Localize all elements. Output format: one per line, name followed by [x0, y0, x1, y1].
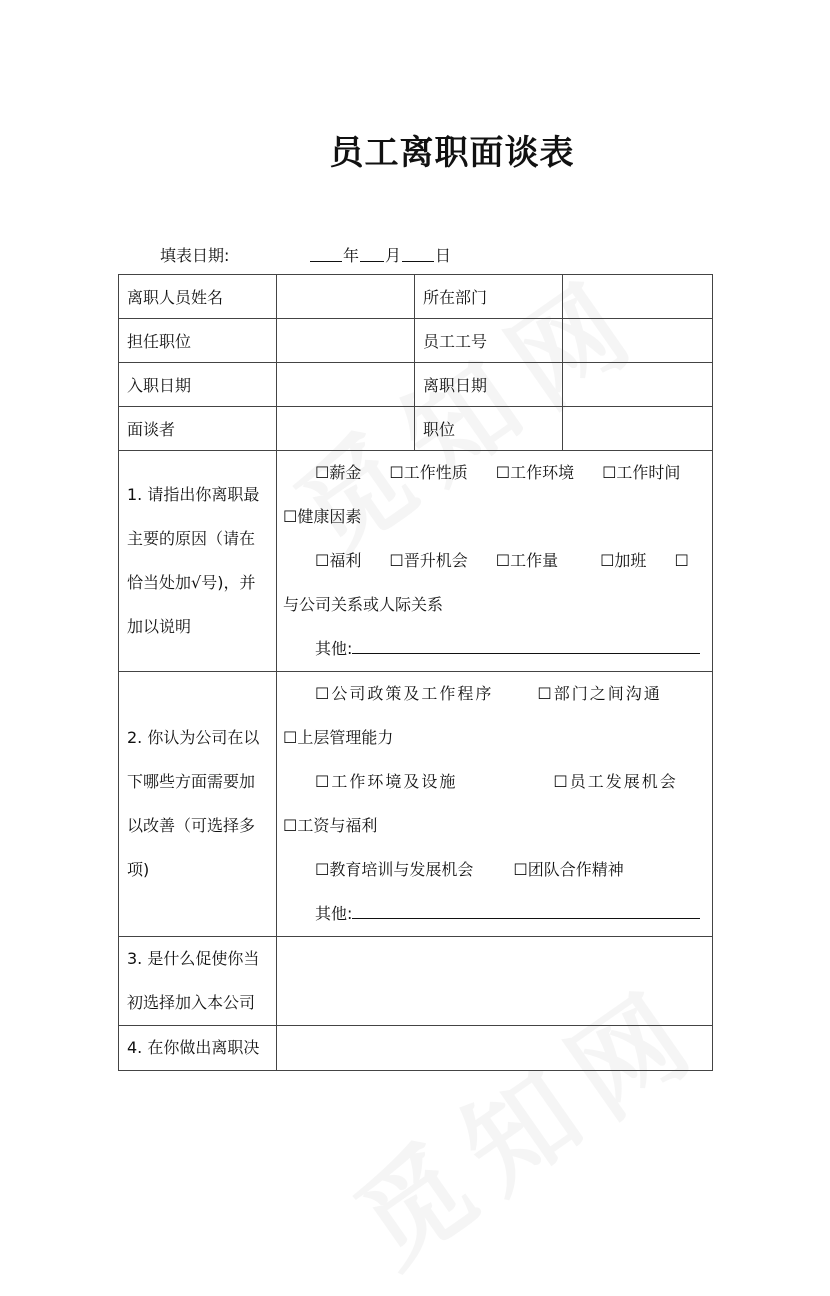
employee-id-field[interactable]	[563, 319, 713, 363]
q4-answer-field[interactable]	[277, 1026, 713, 1071]
q1-question: 1. 请指出你离职最主要的原因（请在恰当处加√号)，并加以说明	[119, 451, 277, 672]
table-row-q4	[119, 1026, 713, 1071]
month-unit: 月	[385, 246, 402, 265]
q2-options	[277, 672, 713, 937]
q2-options-line	[283, 760, 706, 804]
q3-question: 3. 是什么促使你当初选择加入本公司	[119, 937, 277, 1026]
table-row	[119, 363, 713, 407]
q4-question: 4. 在你做出离职决	[119, 1026, 277, 1071]
day-unit: 日	[435, 246, 452, 265]
q2-options-line	[283, 848, 706, 892]
q1-options-line	[283, 539, 706, 583]
day-blank[interactable]	[402, 261, 434, 262]
q2-question: 2. 你认为公司在以下哪些方面需要加以改善（可选择多项)	[119, 672, 277, 937]
year-blank[interactable]	[310, 261, 342, 262]
checkbox-job-nature[interactable]: ☐工作性质	[389, 463, 468, 482]
leave-date-label: 离职日期	[415, 363, 563, 407]
position-field[interactable]	[277, 319, 415, 363]
relations-label: 与公司关系或人际关系	[283, 595, 444, 614]
checkbox-benefits[interactable]: ☐福利	[315, 551, 362, 570]
interviewer-field[interactable]	[277, 407, 415, 451]
checkbox-salary[interactable]: ☐薪金	[315, 463, 362, 482]
table-row-q3	[119, 937, 713, 1026]
q2-other-label: 其他:	[315, 904, 353, 923]
checkbox-compensation[interactable]: ☐工资与福利	[283, 816, 378, 835]
q3-answer-field[interactable]	[277, 937, 713, 1026]
checkbox-development[interactable]: ☐员工发展机会	[553, 772, 678, 791]
q2-other-line	[283, 892, 706, 936]
table-row	[119, 275, 713, 319]
table-row-q2	[119, 672, 713, 937]
table-row	[119, 319, 713, 363]
job-title-label: 职位	[415, 407, 563, 451]
job-title-field[interactable]	[563, 407, 713, 451]
checkbox-facilities[interactable]: ☐工作环境及设施	[315, 772, 458, 791]
checkbox-policy[interactable]: ☐公司政策及工作程序	[315, 684, 494, 703]
q2-options-line	[283, 804, 706, 848]
checkbox-promotion[interactable]: ☐晋升机会	[389, 551, 468, 570]
year-unit: 年	[343, 246, 360, 265]
q2-options-line	[283, 716, 706, 760]
q1-other-line	[283, 627, 706, 671]
checkbox-management[interactable]: ☐上层管理能力	[283, 728, 394, 747]
q1-options-line	[283, 495, 706, 539]
name-label: 离职人员姓名	[119, 275, 277, 319]
fill-date-label: 填表日期:	[160, 246, 230, 265]
table-row	[119, 407, 713, 451]
fill-date-row	[160, 243, 760, 265]
q2-other-input[interactable]	[352, 898, 700, 919]
checkbox-work-environment[interactable]: ☐工作环境	[495, 463, 575, 482]
checkbox-communication[interactable]: ☐部门之间沟通	[537, 684, 662, 703]
table-row-q1	[119, 451, 713, 672]
q1-other-input[interactable]	[352, 633, 700, 654]
q1-other-label: 其他:	[315, 639, 353, 658]
join-date-field[interactable]	[277, 363, 415, 407]
checkbox-health[interactable]: ☐健康因素	[283, 507, 362, 526]
q2-options-line	[283, 672, 706, 716]
interviewer-label: 面谈者	[119, 407, 277, 451]
employee-id-label: 员工工号	[415, 319, 563, 363]
interview-form-table	[118, 274, 713, 1071]
q1-options-line	[283, 451, 706, 495]
dept-field[interactable]	[563, 275, 713, 319]
checkbox-overtime[interactable]: ☐加班	[600, 551, 647, 570]
q1-options-line	[283, 583, 706, 627]
q1-options	[277, 451, 713, 672]
name-field[interactable]	[277, 275, 415, 319]
checkbox-teamwork[interactable]: ☐团队合作精神	[513, 860, 624, 879]
position-label: 担任职位	[119, 319, 277, 363]
month-blank[interactable]	[360, 261, 384, 262]
leave-date-field[interactable]	[563, 363, 713, 407]
dept-label: 所在部门	[415, 275, 563, 319]
page-title: 员工离职面谈表	[329, 133, 575, 173]
join-date-label: 入职日期	[119, 363, 277, 407]
checkbox-relations[interactable]: ☐	[674, 551, 689, 570]
checkbox-work-hours[interactable]: ☐工作时间	[602, 463, 681, 482]
checkbox-workload[interactable]: ☐工作量	[495, 551, 559, 570]
checkbox-training[interactable]: ☐教育培训与发展机会	[315, 860, 474, 879]
